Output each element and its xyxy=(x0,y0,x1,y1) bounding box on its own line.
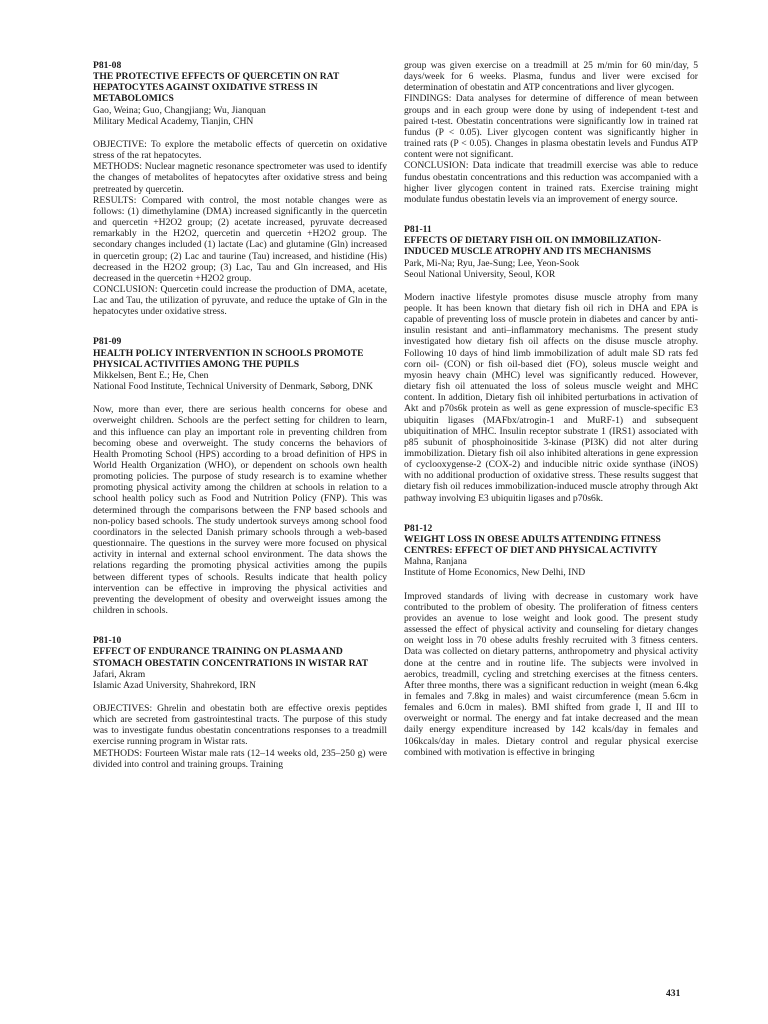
section-label: RESULTS: xyxy=(93,194,137,206)
left-column xyxy=(93,60,387,770)
section-label: OBJECTIVES: xyxy=(93,702,153,714)
section-label: OBJECTIVE: xyxy=(93,138,147,150)
abstract xyxy=(404,523,698,758)
abstract-paragraph xyxy=(404,93,698,160)
section-text: Modern inactive lifestyle promotes disuse muscle atrophy from many people. It has been known that dietary fish oil rich in DHA and EPA is capable of preventing loss of muscle protein in diabetes and cancer by anti-insulin resistant and anti–inflammatory mechanisms. The present study investigated how dietary fish oil affects on the disuse muscle atrophy. Following 10 days of hind limb immobilization of adult male SD rats fed corn oil- (CON) or fish oil-based diet (FO), soleus muscle weight and myosin heavy chain (MHC) level was significantly reduced. However, dietary fish oil attenuated the loss of soleus muscle weight and MHC content. In addition, Dietary fish oil inhibited perturbations in activation of Akt and p70s6k protein as well as gene expression of muscle-specific E3 ubiquitin ligases (MAFbx/atrogin-1 and MuRF-1) and subsequent ubiquitination of MHC. Insulin receptor substrate 1 (IRS1) associated with p85 subunit of phosphoinositide 3-kinase (PI3K) did not alter during immobilization. Dietary fish oil also inhibited alterations in gene expression of cyclooxygense-2 (COX-2) and inducible nitric oxide synthase (iNOS) with no additional production of oxidative stress. These results suggest that dietary fish oil reduces immobilization-induced muscle atrophy through Akt pathway involving E3 ubiquitin ligases and p70s6k. xyxy=(404,291,698,504)
abstract-title: HEALTH POLICY INTERVENTION IN SCHOOLS PROMOTE PHYSICAL ACTIVITIES AMONG THE PUPILS xyxy=(93,347,364,370)
abstract-title: EFFECT OF ENDURANCE TRAINING ON PLASMA AND STOMACH OBESTATIN CONCENTRATIONS IN WISTAR RAT xyxy=(93,646,369,669)
section-label: FINDINGS: xyxy=(404,93,452,105)
abstract-affiliation: Islamic Azad University, Shahrekord, IRN xyxy=(93,679,256,691)
abstract-paragraph xyxy=(404,292,698,504)
abstract-paragraph xyxy=(404,160,698,205)
abstract-paragraph xyxy=(93,284,387,317)
abstract-affiliation: National Food Institute, Technical University of Denmark, Søborg, DNK xyxy=(93,381,374,393)
section-label: METHODS: xyxy=(93,747,143,759)
abstract-code: P81-12 xyxy=(404,522,433,534)
right-column xyxy=(404,60,698,758)
section-label: METHODS: xyxy=(93,161,143,173)
abstract-affiliation: Military Medical Academy, Tianjin, CHN xyxy=(93,115,254,127)
abstract-code: P81-10 xyxy=(93,635,122,647)
abstract xyxy=(93,635,387,770)
section-text: group was given exercise on a treadmill at 25 m/min for 60 min/day, 5 days/week for 6 weeks. Plasma, fundus and liver were excised for determination of obestatin and ATP concentrations and liver glycogen. xyxy=(404,60,698,94)
section-label: CONCLUSION: xyxy=(404,160,469,172)
page-number: 431 xyxy=(666,988,681,999)
abstract-code: P81-11 xyxy=(404,224,432,236)
abstract-affiliation: Seoul National University, Seoul, KOR xyxy=(404,268,556,280)
section-text: Quercetin could increase the production of DMA, acetate, Lac and Tau, the utilization of pyruvate, and reduce the uptake of Gln in the hepatocytes under oxidative stress. xyxy=(93,283,387,318)
section-text: Nuclear magnetic resonance spectrometer was used to identify the changes of metabolites of hepatocytes after oxidative stress and being pretreated by quercetin. xyxy=(93,161,387,195)
section-label: CONCLUSION: xyxy=(93,283,158,295)
section-text: Compared with control, the most notable changes were as follows: (1) dimethylamine (DMA) increased significantly in the quercetin and quercetin +H2O2 group; (2) acetate increased, pyruvate decreased remarkably in the H2O2, quercetin and quercetin +H2O2 group. The secondary changes included (1) lactate (Lac) and glutamine (Gln) increased in quercetin group; (2) Lac and taurine (Tau) increased, and histidine (His) decreased in the H2O2 group; (3) Lac, Tau and Gln increased, and His decreased in the quercetin +H2O2 group. xyxy=(93,194,387,284)
abstract-authors: Gao, Weina; Guo, Changjiang; Wu, Jianquan xyxy=(93,104,266,116)
abstract-code: P81-09 xyxy=(93,336,122,348)
abstract-paragraph xyxy=(93,404,387,616)
abstract-paragraph xyxy=(93,748,387,770)
abstract-authors: Park, Mi-Na; Ryu, Jae-Sung; Lee, Yeon-Sook xyxy=(404,257,580,269)
abstract xyxy=(404,224,698,504)
abstract-code: P81-08 xyxy=(93,60,122,71)
abstract-title: THE PROTECTIVE EFFECTS OF QUERCETIN ON RAT HEPATOCYTES AGAINST OXIDATIVE STRESS IN METABOLOMICS xyxy=(93,71,340,105)
abstract xyxy=(93,60,387,317)
abstract-paragraph xyxy=(93,161,387,194)
abstract-paragraph xyxy=(404,591,698,758)
abstract xyxy=(93,336,387,616)
section-text: Data analyses for determine of difference of mean between groups and in each group were done by using of independent t-test and paired t-test. Obestatin concentrations were significantly low in trained rat fundus (P < 0.05). Liver glycogen content was significantly higher in trained rats (P < 0.05). Changes in plasma obestatin levels and Fundus ATP content were not significant. xyxy=(404,93,698,161)
abstract-paragraph xyxy=(93,195,387,284)
abstract-authors: Mahna, Ranjana xyxy=(404,556,467,568)
abstract-title: WEIGHT LOSS IN OBESE ADULTS ATTENDING FITNESS CENTRES: EFFECT OF DIET AND PHYSICAL ACTIVITY xyxy=(404,533,661,557)
abstract-title: EFFECTS OF DIETARY FISH OIL ON IMMOBILIZATION-INDUCED MUSCLE ATROPHY AND ITS MECHANISMS xyxy=(404,235,662,258)
abstract xyxy=(404,60,698,205)
section-text: Data indicate that treadmill exercise was able to reduce fundus obestatin concentrations and this reduction was accompanied with a higher liver glycogen content in trained rats. Exercise training might modulate fundus obestatin levels via an improvement of energy source. xyxy=(404,160,698,205)
abstract-authors: Mikkelsen, Bent E.; He, Chen xyxy=(93,369,209,381)
abstract-authors: Jafari, Akram xyxy=(93,668,146,680)
abstract-paragraph xyxy=(404,60,698,93)
section-text: Now, more than ever, there are serious health concerns for obese and overweight children. Schools are the perfect setting for children to learn, and this influence can play an important role in preventing children from becoming obese and overweight. The study concerns the behaviors of Health Promoting School (HPS) according to a broad definition of HPS in World Health Organization (WHO), or dependent on schools own health promoting policies. The purpose of study research is to examine whether promoting physical activity among the children at schools in relation to a school health policy such as Food and Nutrition Policy (FNP). This was determined through the comparisons between the FNP based schools and non-policy based schools. The study undertook surveys among school food coordinators in the selected Danish primary schools through a web-based questionnaire. The questions in the survey were more focused on physical activity in internal and external school environment. The data shows the relations regarding the promoting physical activities among the pupils between different types of schools. Results indicate that health policy intervention can be effective in improving the physical activities and preventing the development of obesity and overweight issues among the children in schools. xyxy=(93,404,387,617)
abstract-paragraph xyxy=(93,139,387,161)
abstract-paragraph xyxy=(93,703,387,748)
section-text: Ghrelin and obestatin both are effective orexis peptides which are secreted from gastrointestinal tracts. The purpose of this study was to investigate fundus obestatin concentrations responses to a treadmill exercise running program in Wistar rats. xyxy=(93,702,387,748)
section-text: Improved standards of living with decrease in customary work have contributed to the problem of obesity. The proliferation of fitness centers provides an avenue to lose weight and look good. The present study assessed the effect of physical activity and counseling for dietary changes on weight loss in 70 obese adults freshly recruited with 3 fitness centers. Data was collected on dietary patterns, anthropometry and physical activity done at the centre and in routine life. The subjects were involved in aerobics, treadmill, cycling and stretching exercises at the fitness centers. After three months, there was a significant reduction in weight (mean 6.4kg in females and 7.8kg in males) and waist circumference (mean 5.6cm in females and 6.0cm in males). BMI shifted from grade I, II and III to overweight or normal. The energy and fat intake decreased and the mean daily energy expenditure increased by 142 kcals/day in females and 106kcals/day in males. Dietary control and regular physical exercise combined with motivation is effective in bringing xyxy=(404,590,698,758)
section-text: Fourteen Wistar male rats (12–14 weeks old, 235–250 g) were divided into control and training groups. Training xyxy=(93,747,387,770)
section-text: To explore the metabolic effects of quercetin on oxidative stress of the rat hepatocytes. xyxy=(93,138,387,162)
abstract-affiliation: Institute of Home Economics, New Delhi, IND xyxy=(404,567,586,579)
